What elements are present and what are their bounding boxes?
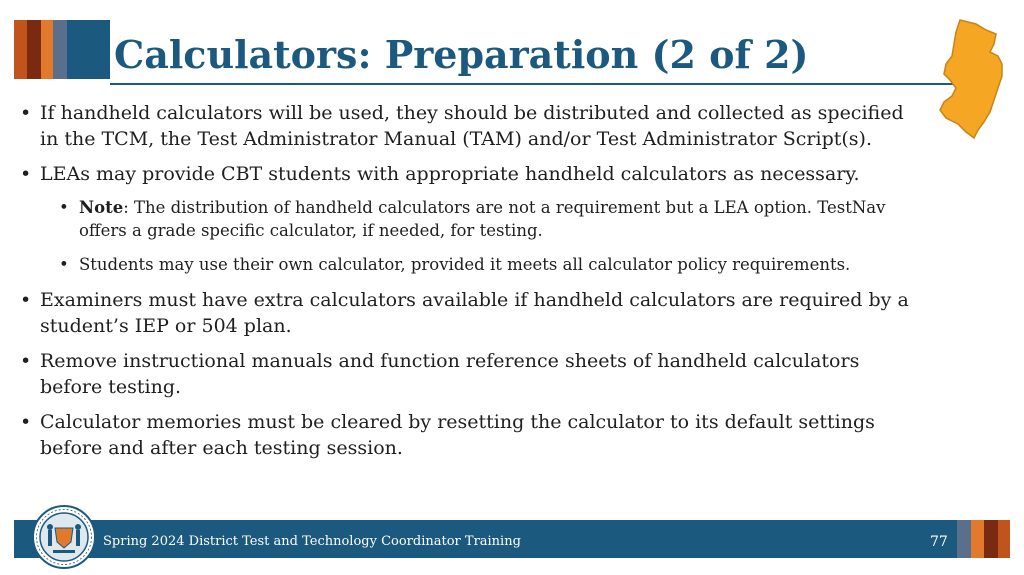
new-jersey-map-icon [936,18,1010,140]
bullet-marker: • [59,198,69,217]
bullet-marker: • [20,411,32,433]
title-divider [110,83,968,85]
stripe-1 [14,20,27,79]
stripe-4 [53,20,67,79]
stripe-3 [41,20,53,79]
bullet-item [20,348,920,400]
nj-department-of-education-seal-icon [31,504,97,570]
sub-bullet-item [59,196,920,242]
stripe-2 [27,20,41,79]
bullet-text: If handheld calculators will be used, they should be distributed and collected as specified in the TCM, the Test Administrator Manual (TAM) and/or Test Administrator Script(s). [40,102,904,150]
footer-text: Spring 2024 District Test and Technology Coordinator Training [103,534,521,549]
bullet-text: Students may use their own calculator, provided it meets all calculator policy requirements. [79,255,851,274]
bullet-text: Calculator memories must be cleared by resetting the calculator to its default settings before and after each testing session. [40,411,875,459]
bullet-item [20,287,920,339]
corner-stripe-2 [971,520,984,558]
page-number: 77 [930,534,948,550]
bullet-text: : The distribution of handheld calculators are not a requirement but a LEA option. TestNav offers a grade specific calculator, if needed, for testing. [79,198,886,240]
sub-bullet-item [59,253,920,276]
bullet-marker: • [59,255,69,274]
bullet-marker: • [20,102,32,124]
footer-stripes [957,520,1010,558]
bullet-marker: • [20,289,32,311]
bullet-item [20,161,920,187]
bullet-item [20,409,920,461]
corner-stripe-1 [957,520,971,558]
corner-stripe-3 [984,520,998,558]
bullet-text: Remove instructional manuals and function reference sheets of handheld calculators before testing. [40,350,860,398]
bullet-text: Examiners must have extra calculators available if handheld calculators are required by a student’s IEP or 504 plan. [40,289,909,337]
stripe-5 [67,20,110,79]
note-label: Note [79,198,124,217]
bullet-list [20,100,920,470]
bullet-item [20,100,920,152]
bullet-marker: • [20,350,32,372]
page-title: Calculators: Preparation (2 of 2) [114,32,809,77]
header-stripes [14,20,110,79]
bullet-text: LEAs may provide CBT students with appropriate handheld calculators as necessary. [40,163,860,185]
corner-stripe-4 [998,520,1010,558]
bullet-marker: • [20,163,32,185]
